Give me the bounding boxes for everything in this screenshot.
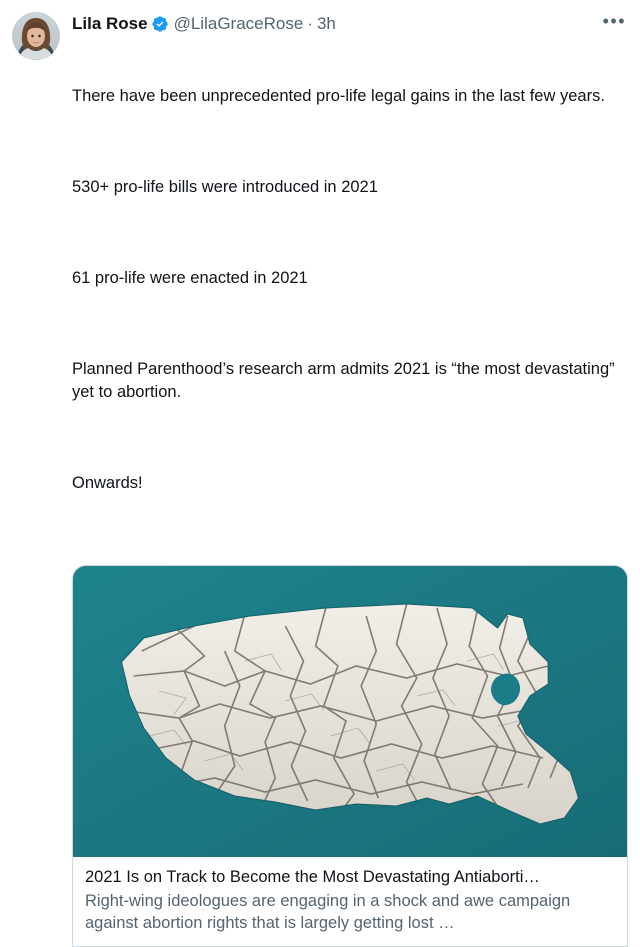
tweet-paragraph-1: There have been unprecedented pro-life legal gains in the last few years.	[72, 87, 605, 105]
tweet-main-row	[12, 12, 628, 947]
avatar[interactable]	[12, 12, 60, 60]
tweet-paragraph-4: Planned Parenthood’s research arm admits 2021 is “the most devastating” yet to abortion.	[72, 360, 620, 401]
card-text	[73, 857, 627, 946]
tweet-paragraph-3: 61 pro-life were enacted in 2021	[72, 269, 308, 287]
card-image	[73, 566, 627, 857]
more-options-button[interactable]: •••	[602, 11, 626, 31]
separator-dot: ·	[307, 14, 313, 33]
tweet-header	[72, 12, 628, 36]
tweet-text	[72, 39, 628, 541]
card-title: 2021 Is on Track to Become the Most Devastating Antiaborti…	[85, 868, 540, 886]
author-handle[interactable]: @LilaGraceRose	[173, 14, 304, 33]
tweet-paragraph-5: Onwards!	[72, 474, 143, 492]
tweet-timestamp[interactable]: 3h	[316, 14, 336, 33]
link-preview-card[interactable]	[72, 565, 628, 947]
tweet-body	[60, 12, 628, 947]
verified-badge-icon	[151, 15, 169, 33]
author-display-name[interactable]: Lila Rose	[72, 14, 148, 33]
card-description: Right-wing ideologues are engaging in a shock and awe campaign against abortion rights that is largely getting lost …	[85, 892, 571, 932]
tweet-paragraph-2: 530+ pro-life bills were introduced in 2021	[72, 178, 378, 196]
